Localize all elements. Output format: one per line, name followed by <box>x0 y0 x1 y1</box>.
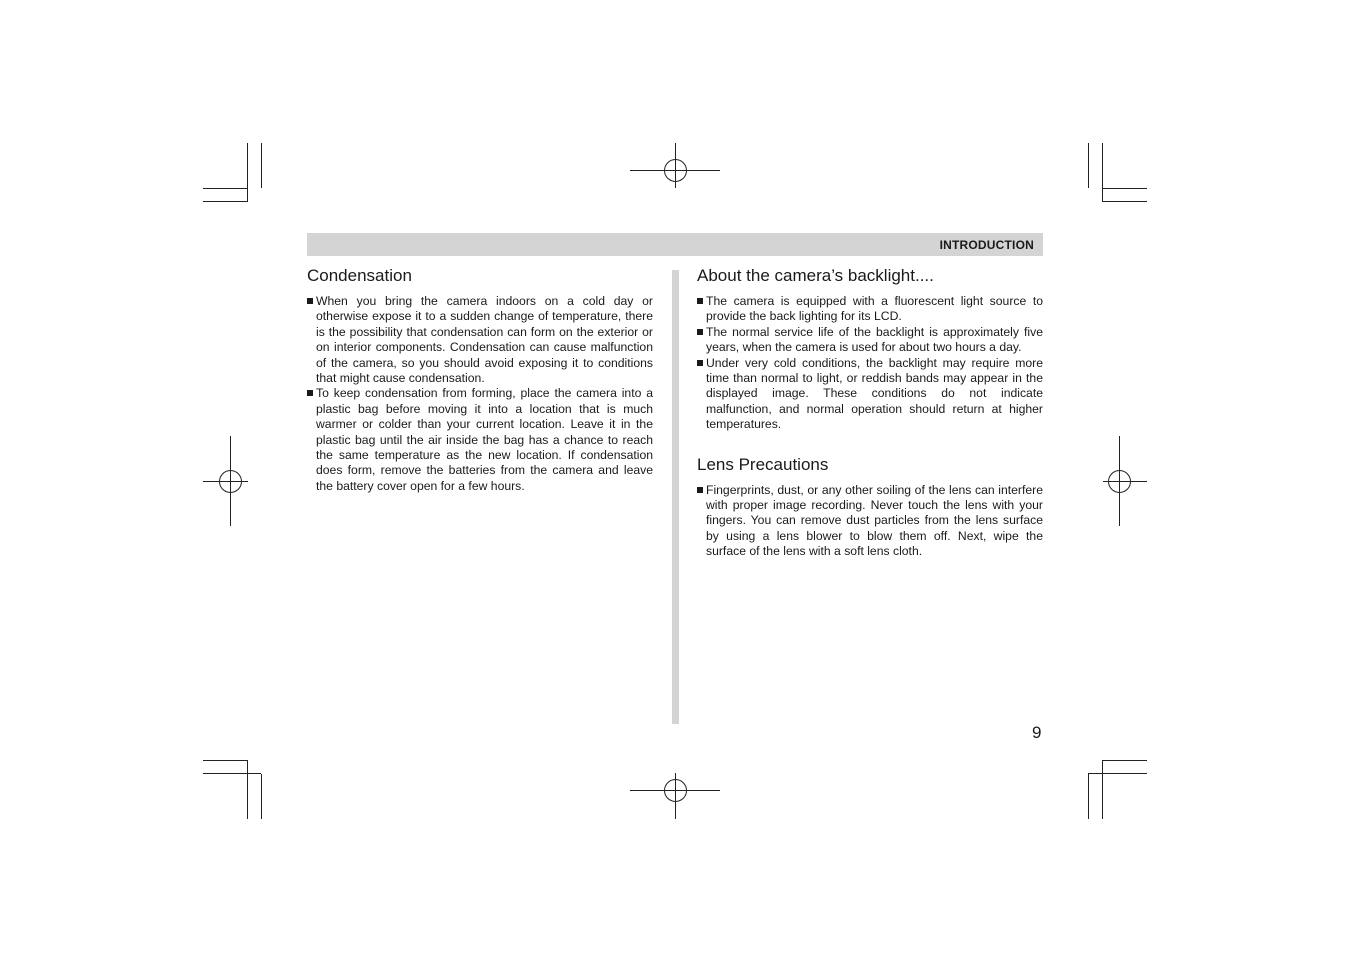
condensation-heading: Condensation <box>307 266 412 285</box>
square-bullet-icon <box>697 360 703 366</box>
square-bullet-icon <box>697 487 703 493</box>
square-bullet-icon <box>697 329 703 335</box>
condensation-list <box>307 294 653 494</box>
right-column <box>697 266 1043 560</box>
lens-precautions-section <box>697 455 1043 560</box>
list-item: To keep condensation from forming, place the camera into a plastic bag before moving it into a location that is much warmer or colder than your current location. Leave it in the plastic bag until the air inside the bag has a chance to reach the same temperature as the new location. If condensation does form, remove the batteries from the camera and leave the battery cover open for a few hours. <box>307 386 653 494</box>
list-item: The camera is equipped with a fluorescent light source to provide the back lighting for its LCD. <box>697 294 1043 325</box>
backlight-section <box>697 266 1043 433</box>
square-bullet-icon <box>697 298 703 304</box>
lens-precautions-heading: Lens Precautions <box>697 454 829 474</box>
column-divider <box>672 270 679 724</box>
page-number: 9 <box>1032 723 1042 742</box>
list-item: When you bring the camera indoors on a cold day or otherwise expose it to a sudden change of temperature, there is the possibility that condensation can form on the exterior or on interior components. Condensation can cause malfunction of the camera, so you should avoid exposing it to conditions that might cause condensation. <box>307 294 653 386</box>
square-bullet-icon <box>307 298 313 304</box>
list-item: Fingerprints, dust, or any other soiling of the lens can interfere with proper image recording. Never touch the lens with your fingers. You can remove dust particles from the lens surface by using a lens blower to blow them off. Next, wipe the surface of the lens with a soft lens cloth. <box>697 483 1043 560</box>
backlight-list <box>697 294 1043 433</box>
condensation-section <box>307 266 653 494</box>
section-header-bar <box>307 233 1043 256</box>
list-item: The normal service life of the backlight is approximately five years, when the camera is used for about two hours a day. <box>697 325 1043 356</box>
square-bullet-icon <box>307 390 313 396</box>
section-label: INTRODUCTION <box>939 238 1034 252</box>
backlight-heading: About the camera’s backlight.... <box>697 266 934 285</box>
lens-precautions-list <box>697 483 1043 560</box>
list-item: Under very cold conditions, the backlight may require more time than normal to light, or reddish bands may appear in the displayed image. These conditions do not indicate malfunction, and normal operation should return at higher temperatures. <box>697 356 1043 433</box>
